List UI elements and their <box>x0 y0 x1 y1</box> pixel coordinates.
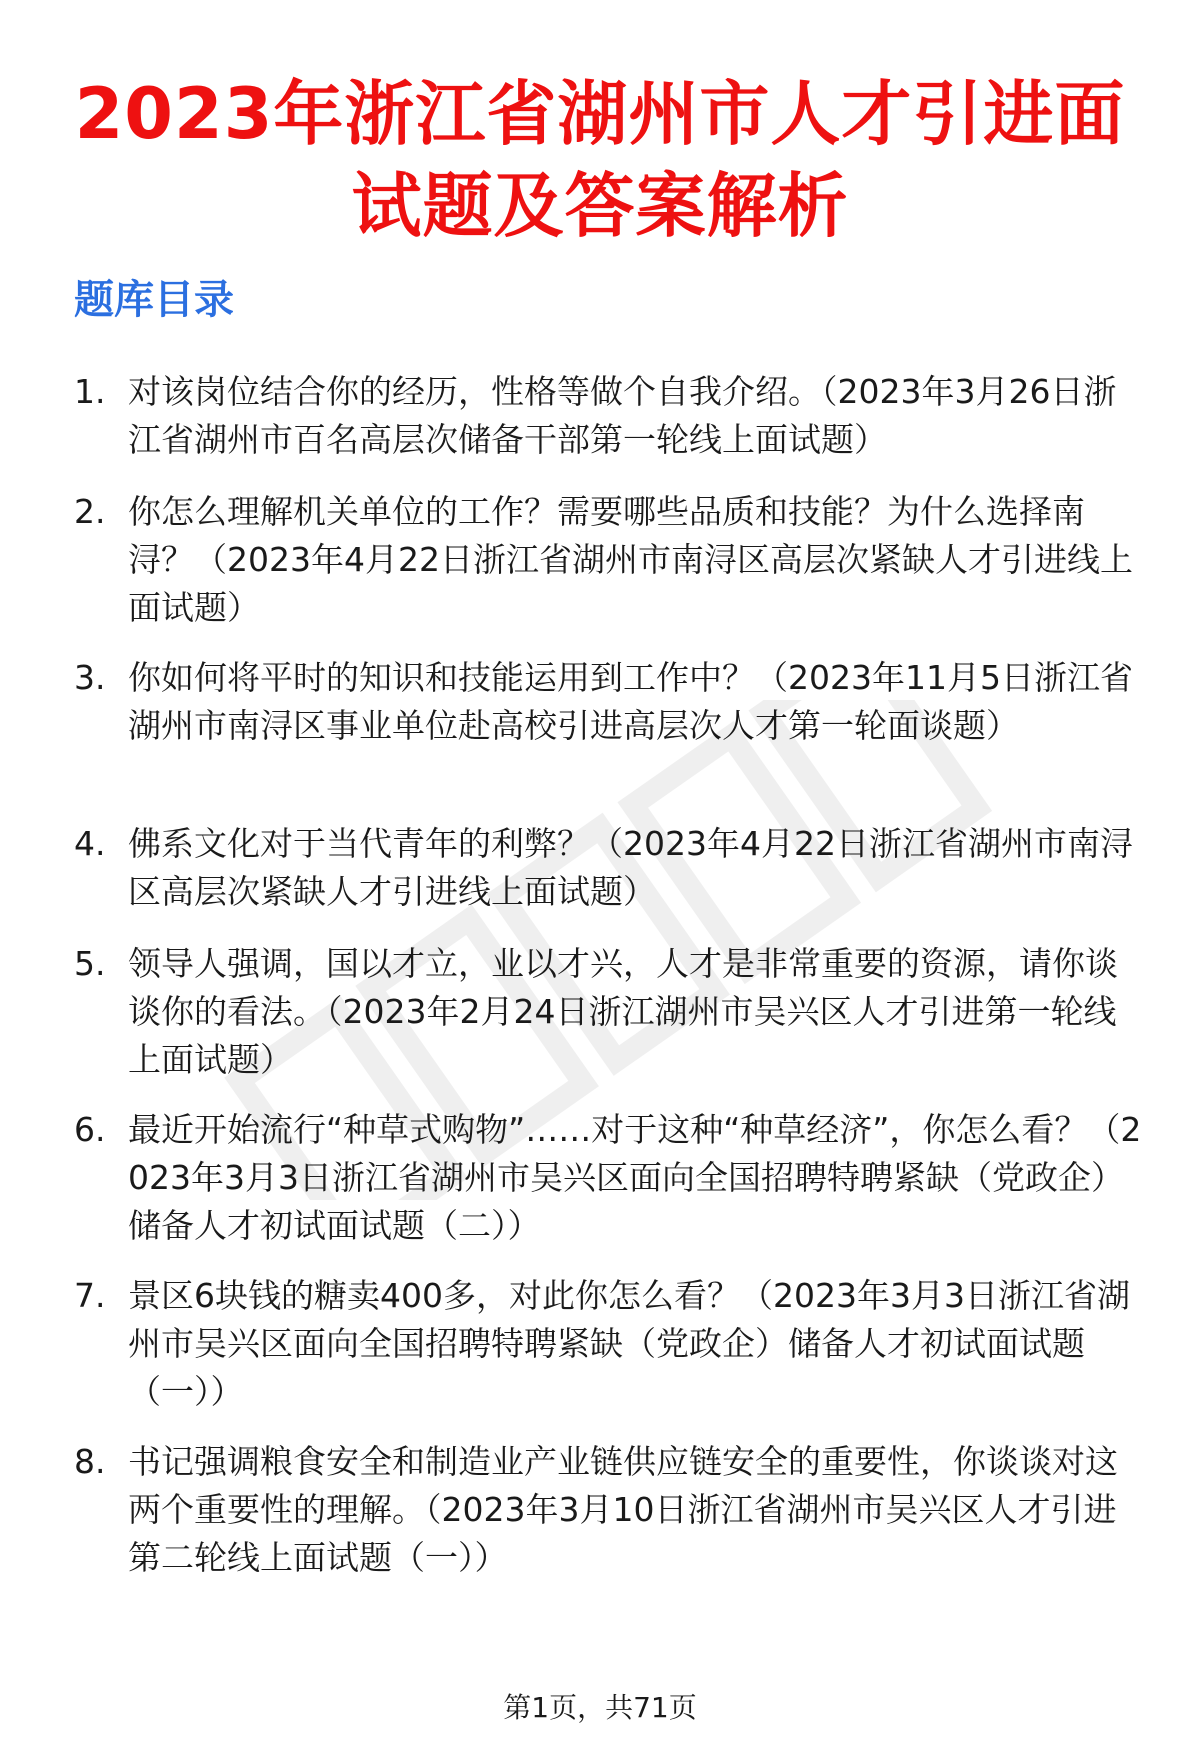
toc-item <box>74 820 1154 916</box>
toc-item-number: 2. <box>74 492 106 531</box>
toc-item-number: 3. <box>74 658 106 697</box>
toc-item <box>74 488 1154 632</box>
document-title: 2023年浙江省湖州市人才引进面试题及答案解析 <box>74 73 1126 247</box>
toc-item-text: 最近开始流行“种草式购物”……对于这种“种草经济”，你怎么看？（2023年3月3日浙江省湖州市吴兴区面向全国招聘特聘紧缺（党政企）储备人才初试面试题（二）） <box>128 1110 1142 1245</box>
toc-item-number: 6. <box>74 1110 106 1149</box>
toc-item-text: 书记强调粮食安全和制造业产业链供应链安全的重要性，你谈谈对这两个重要性的理解。（2023年3月10日浙江省湖州市吴兴区人才引进第二轮线上面试题（一）） <box>128 1442 1118 1577</box>
toc-item <box>74 654 1154 750</box>
toc-item <box>74 940 1154 1084</box>
toc-item-text: 景区6块钱的糖卖400多，对此你怎么看？（2023年3月3日浙江省湖州市吴兴区面向全国招聘特聘紧缺（党政企）储备人才初试面试题（一）） <box>128 1276 1130 1411</box>
toc-item <box>74 1272 1154 1416</box>
toc-item-number: 4. <box>74 824 106 863</box>
page-number-footer: 第1页，共71页 <box>503 1691 697 1724</box>
toc-item <box>74 368 1154 464</box>
toc-item-text: 你怎么理解机关单位的工作？需要哪些品质和技能？为什么选择南浔？（2023年4月22日浙江省湖州市南浔区高层次紧缺人才引进线上面试题） <box>128 492 1133 627</box>
toc-item-text: 领导人强调，国以才立，业以才兴，人才是非常重要的资源，请你谈谈你的看法。（2023年2月24日浙江湖州市吴兴区人才引进第一轮线上面试题） <box>128 944 1118 1079</box>
toc-item-text: 你如何将平时的知识和技能运用到工作中？（2023年11月5日浙江省湖州市南浔区事业单位赴高校引进高层次人才第一轮面谈题） <box>128 658 1133 745</box>
toc-item-number: 1. <box>74 372 106 411</box>
toc-item-text: 佛系文化对于当代青年的利弊？（2023年4月22日浙江省湖州市南浔区高层次紧缺人才引进线上面试题） <box>128 824 1133 911</box>
toc-item-number: 7. <box>74 1276 106 1315</box>
toc-item-text: 对该岗位结合你的经历，性格等做个自我介绍。（2023年3月26日浙江省湖州市百名高层次储备干部第一轮线上面试题） <box>128 372 1117 459</box>
toc-item <box>74 1438 1154 1582</box>
toc-heading: 题库目录 <box>74 277 234 323</box>
toc-item-number: 8. <box>74 1442 106 1481</box>
toc-item-number: 5. <box>74 944 106 983</box>
toc-item <box>74 1106 1154 1250</box>
